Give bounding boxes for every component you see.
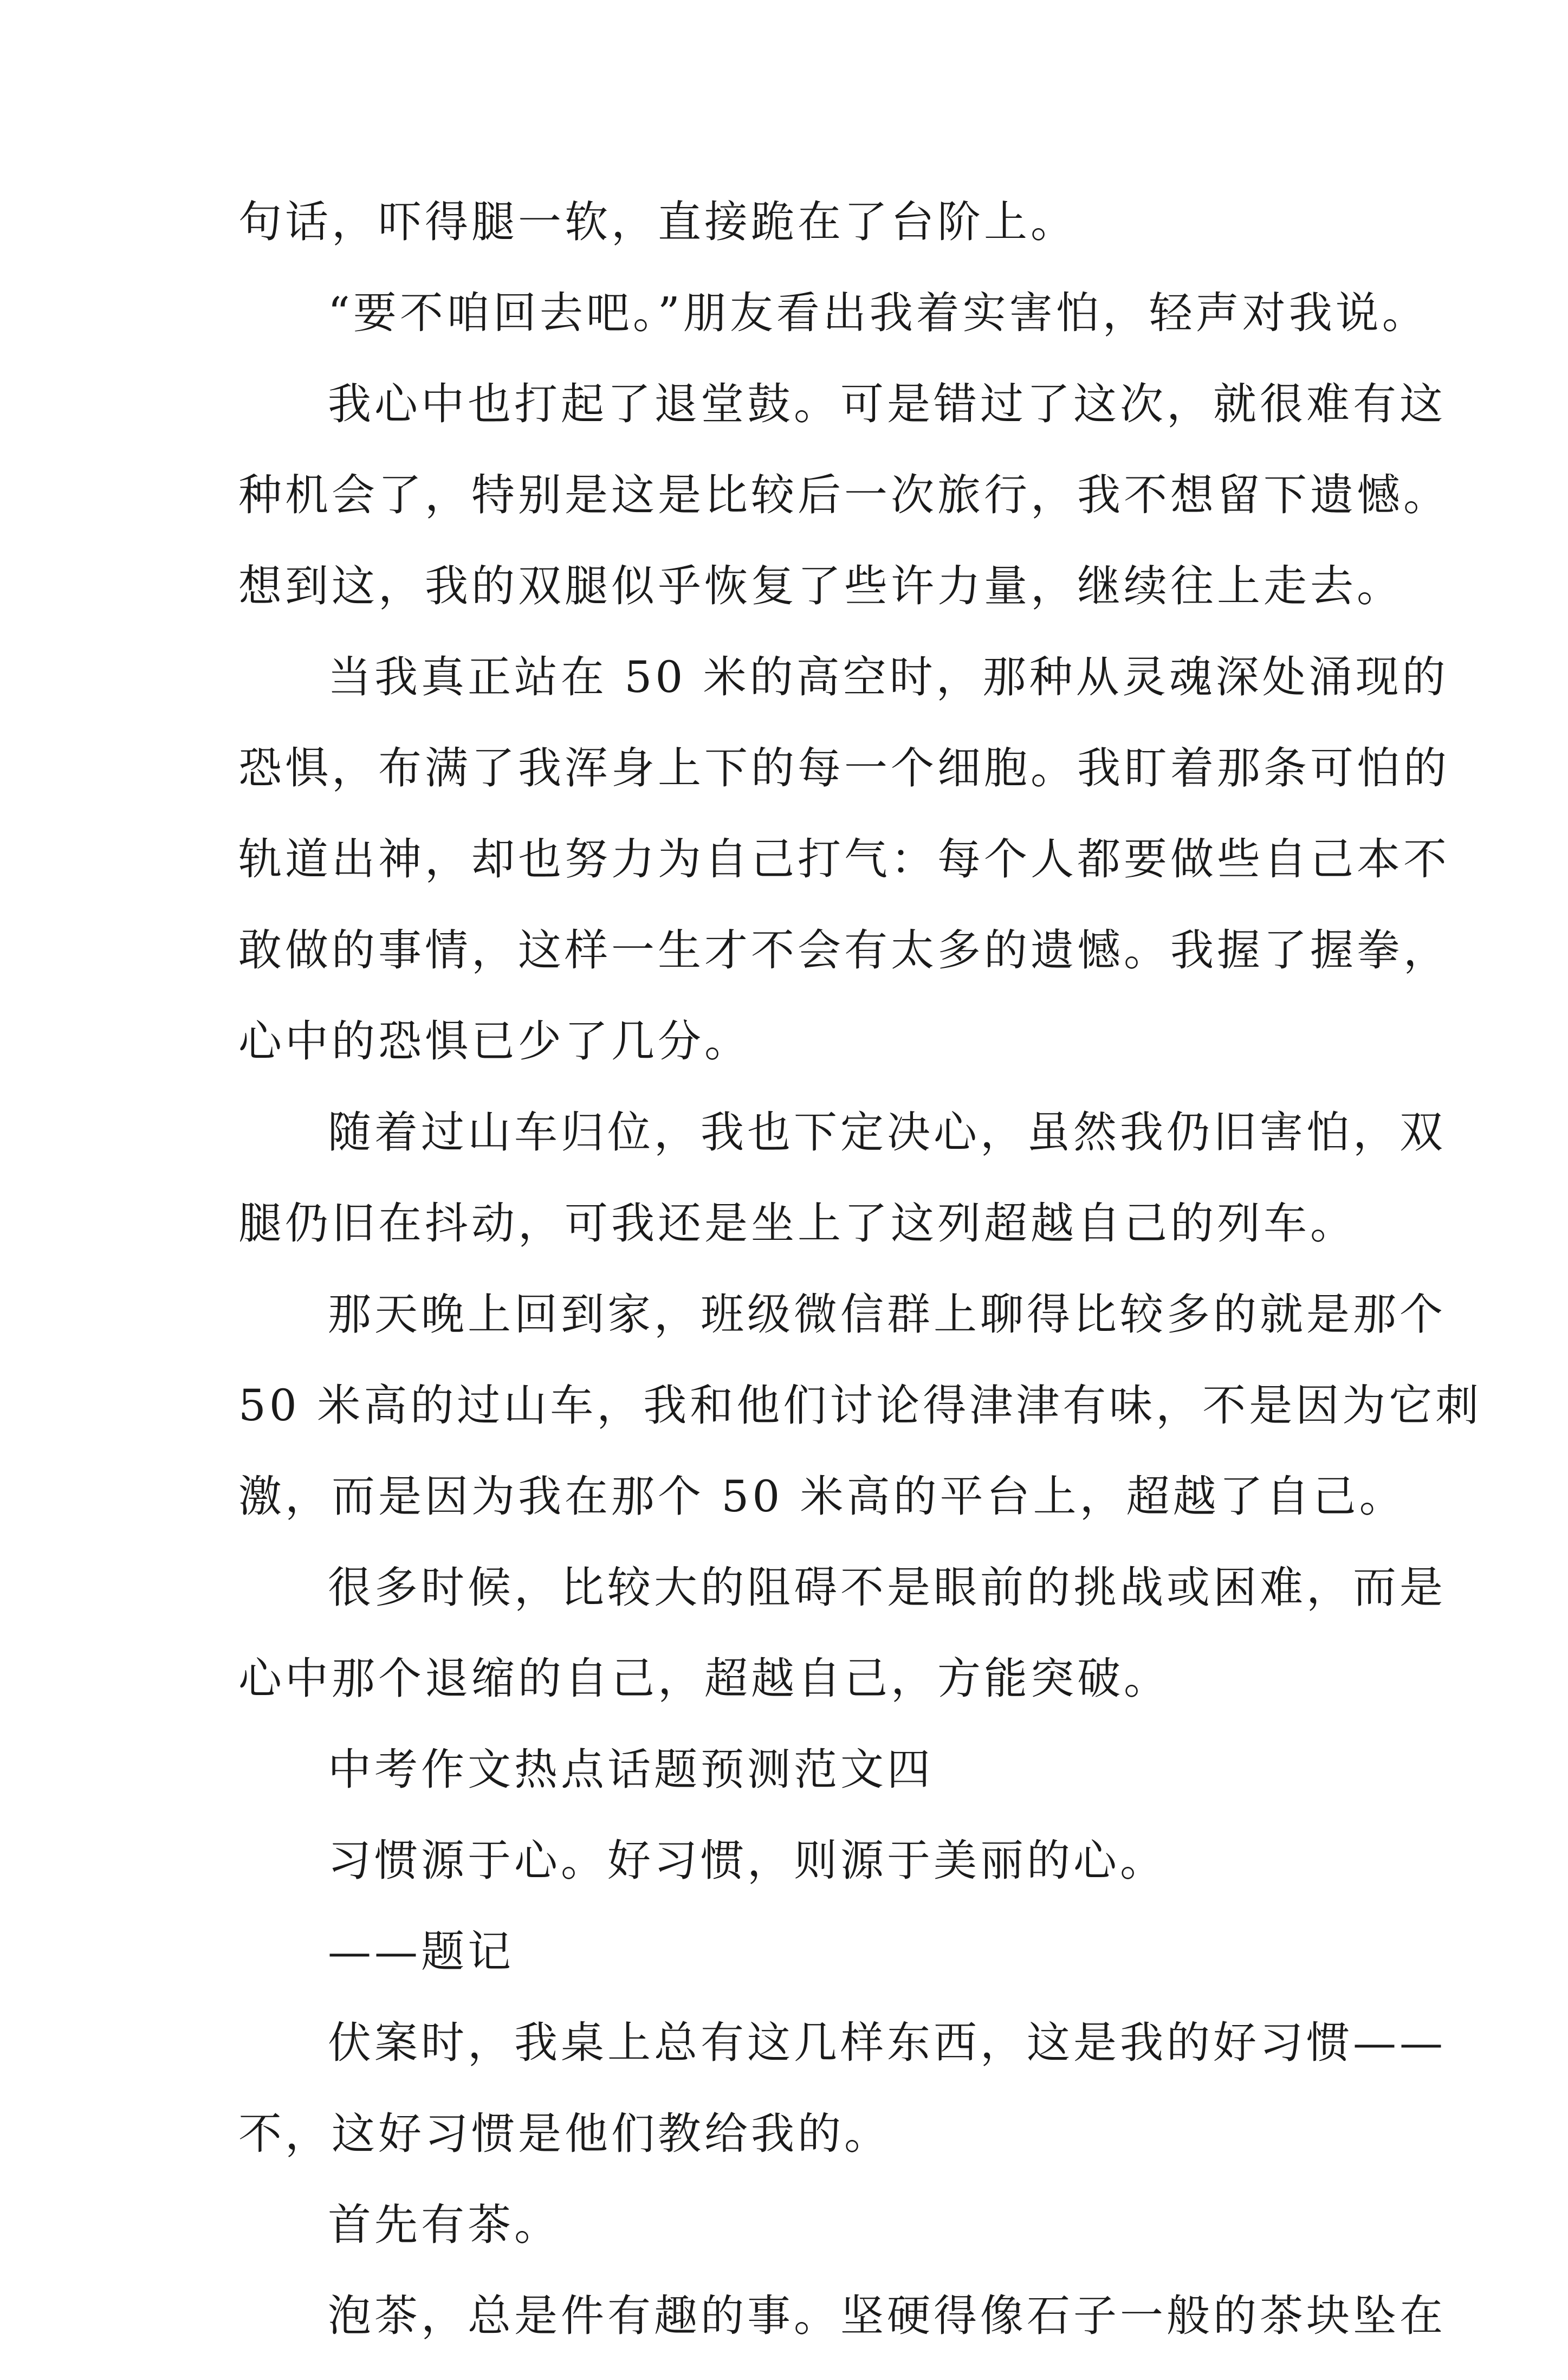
text-line: 那天晚上回到家，班级微信群上聊得比较多的就是那个 xyxy=(328,1289,1446,1340)
text-line: 种机会了，特别是这是比较后一次旅行，我不想留下遗憾。 xyxy=(238,470,1450,520)
text-line: 心中的恐惧已少了几分。 xyxy=(238,1016,751,1066)
document-page xyxy=(238,195,1482,2380)
text-line: 不，这好习惯是他们教给我的。 xyxy=(238,2109,891,2159)
text-line: 轨道出神，却也努力为自己打气：每个人都要做些自己本不 xyxy=(238,834,1450,884)
text-line: 腿仍旧在抖动，可我还是坐上了这列超越自己的列车。 xyxy=(238,1198,1357,1249)
text-line: 恐惧，布满了我浑身上下的每一个细胞。我盯着那条可怕的 xyxy=(238,743,1450,793)
text-line: “要不咱回去吧。”朋友看出我着实害怕，轻声对我说。 xyxy=(328,288,1429,338)
text-line: 首先有茶。 xyxy=(328,2200,561,2250)
text-line: 句话，吓得腿一软，直接跪在了台阶上。 xyxy=(238,197,1077,247)
text-line: 想到这，我的双腿似乎恢复了些许力量，继续往上走去。 xyxy=(238,561,1403,611)
text-line: 泡茶，总是件有趣的事。坚硬得像石子一般的茶块坠在 xyxy=(328,2291,1446,2341)
text-line: 伏案时，我桌上总有这几样东西，这是我的好习惯—— xyxy=(328,2017,1446,2068)
text-line: 心中那个退缩的自己，超越自己，方能突破。 xyxy=(238,1653,1170,1704)
text-line: 我心中也打起了退堂鼓。可是错过了这次，就很难有这 xyxy=(328,379,1446,429)
text-line: 激，而是因为我在那个 50 米高的平台上，超越了自己。 xyxy=(238,1471,1406,1522)
text-line: 随着过山车归位，我也下定决心，虽然我仍旧害怕，双 xyxy=(328,1107,1446,1157)
section-heading: 中考作文热点话题预测范文四 xyxy=(328,1744,934,1795)
text-line: 敢做的事情，这样一生才不会有太多的遗憾。我握了握拳， xyxy=(238,925,1450,975)
text-line: 当我真正站在 50 米的高空时，那种从灵魂深处涌现的 xyxy=(328,652,1449,702)
text-line: 很多时候，比较大的阻碍不是眼前的挑战或困难，而是 xyxy=(328,1562,1446,1613)
epigraph: 习惯源于心。好习惯，则源于美丽的心。 xyxy=(328,1835,1167,1886)
text-line: 50 米高的过山车，我和他们讨论得津津有味，不是因为它刺 xyxy=(238,1380,1482,1431)
epigraph-attribution: ——题记 xyxy=(328,1926,514,1977)
